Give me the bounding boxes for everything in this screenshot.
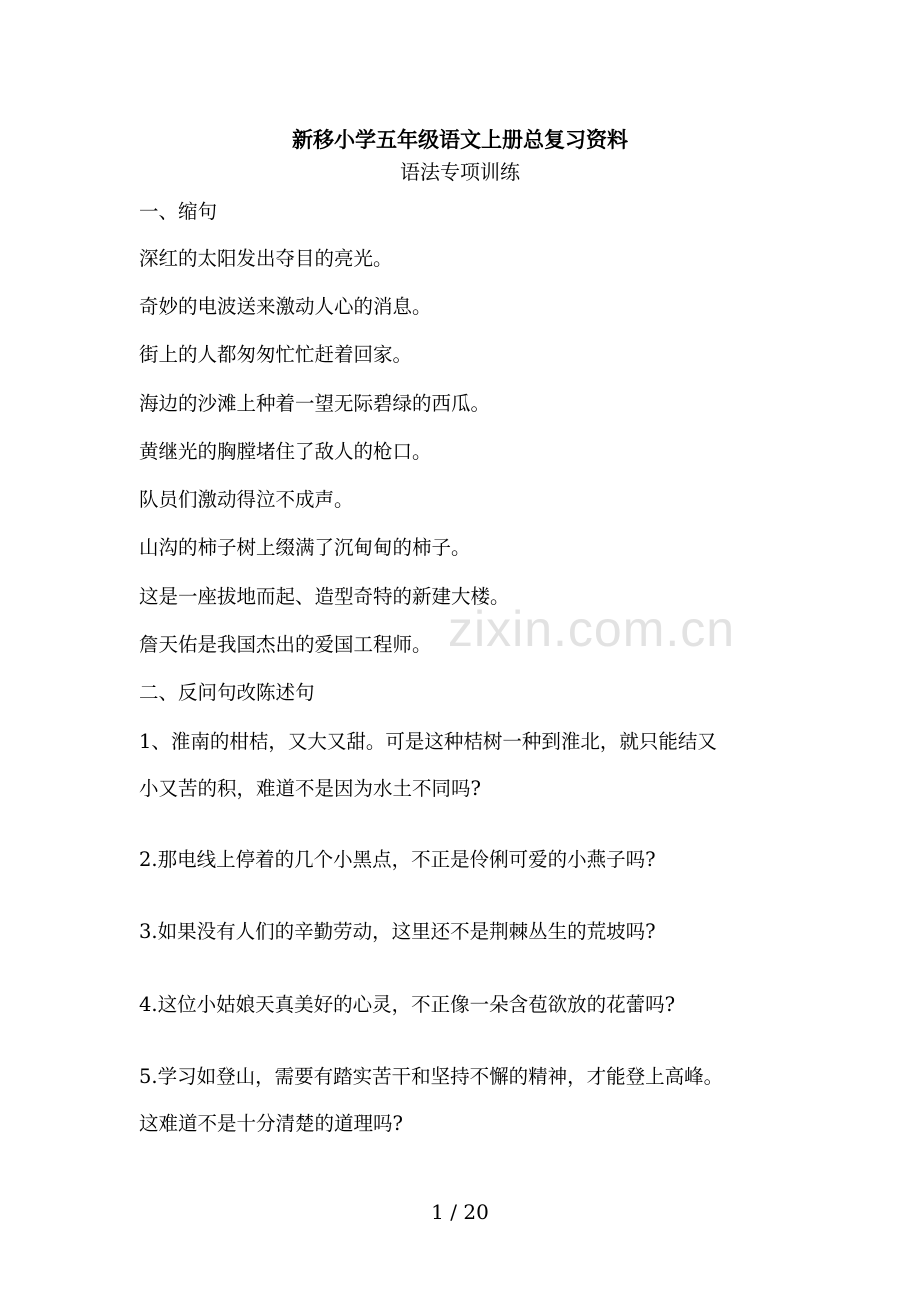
list-item: 黄继光的胸膛堵住了敌人的枪口。: [139, 440, 432, 463]
list-item: 这是一座拔地而起、造型奇特的新建大楼。: [139, 585, 510, 608]
question-2: 2.那电线上停着的几个小黑点，不正是伶俐可爱的小燕子吗?: [139, 848, 656, 871]
list-item: 詹天佑是我国杰出的爱国工程师。: [139, 633, 432, 656]
question-5-line-2: 这难道不是十分清楚的道理吗?: [139, 1112, 403, 1135]
list-item: 山沟的柿子树上缀满了沉甸甸的柿子。: [139, 536, 471, 559]
list-item: 深红的太阳发出夺目的亮光。: [139, 247, 393, 270]
question-4: 4.这位小姑娘天真美好的心灵，不正像一朵含苞欲放的花蕾吗?: [139, 993, 676, 1016]
section-heading-rhetorical: 二、反问句改陈述句: [139, 681, 315, 704]
question-5-line-1: 5.学习如登山，需要有踏实苦干和坚持不懈的精神，才能登上高峰。: [139, 1065, 724, 1088]
watermark: zixin.com.cn: [448, 601, 736, 657]
list-item: 队员们激动得泣不成声。: [139, 488, 354, 511]
document-subtitle: 语法专项训练: [400, 160, 520, 184]
list-item: 海边的沙滩上种着一望无际碧绿的西瓜。: [139, 392, 491, 415]
section-heading-condense: 一、缩句: [139, 200, 218, 223]
list-item: 奇妙的电波送来激动人心的消息。: [139, 295, 432, 318]
document-title: 新移小学五年级语文上册总复习资料: [292, 127, 628, 152]
question-1-line-2: 小又苦的积，难道不是因为水土不同吗?: [139, 777, 481, 800]
page-number: 1 / 20: [431, 1200, 489, 1224]
question-3: 3.如果没有人们的辛勤劳动，这里还不是荆棘丛生的荒坡吗?: [139, 920, 656, 943]
list-item: 街上的人都匆匆忙忙赶着回家。: [139, 343, 413, 366]
question-1-line-1: 1、淮南的柑桔，又大又甜。可是这种桔树一种到淮北，就只能结又: [139, 730, 717, 753]
